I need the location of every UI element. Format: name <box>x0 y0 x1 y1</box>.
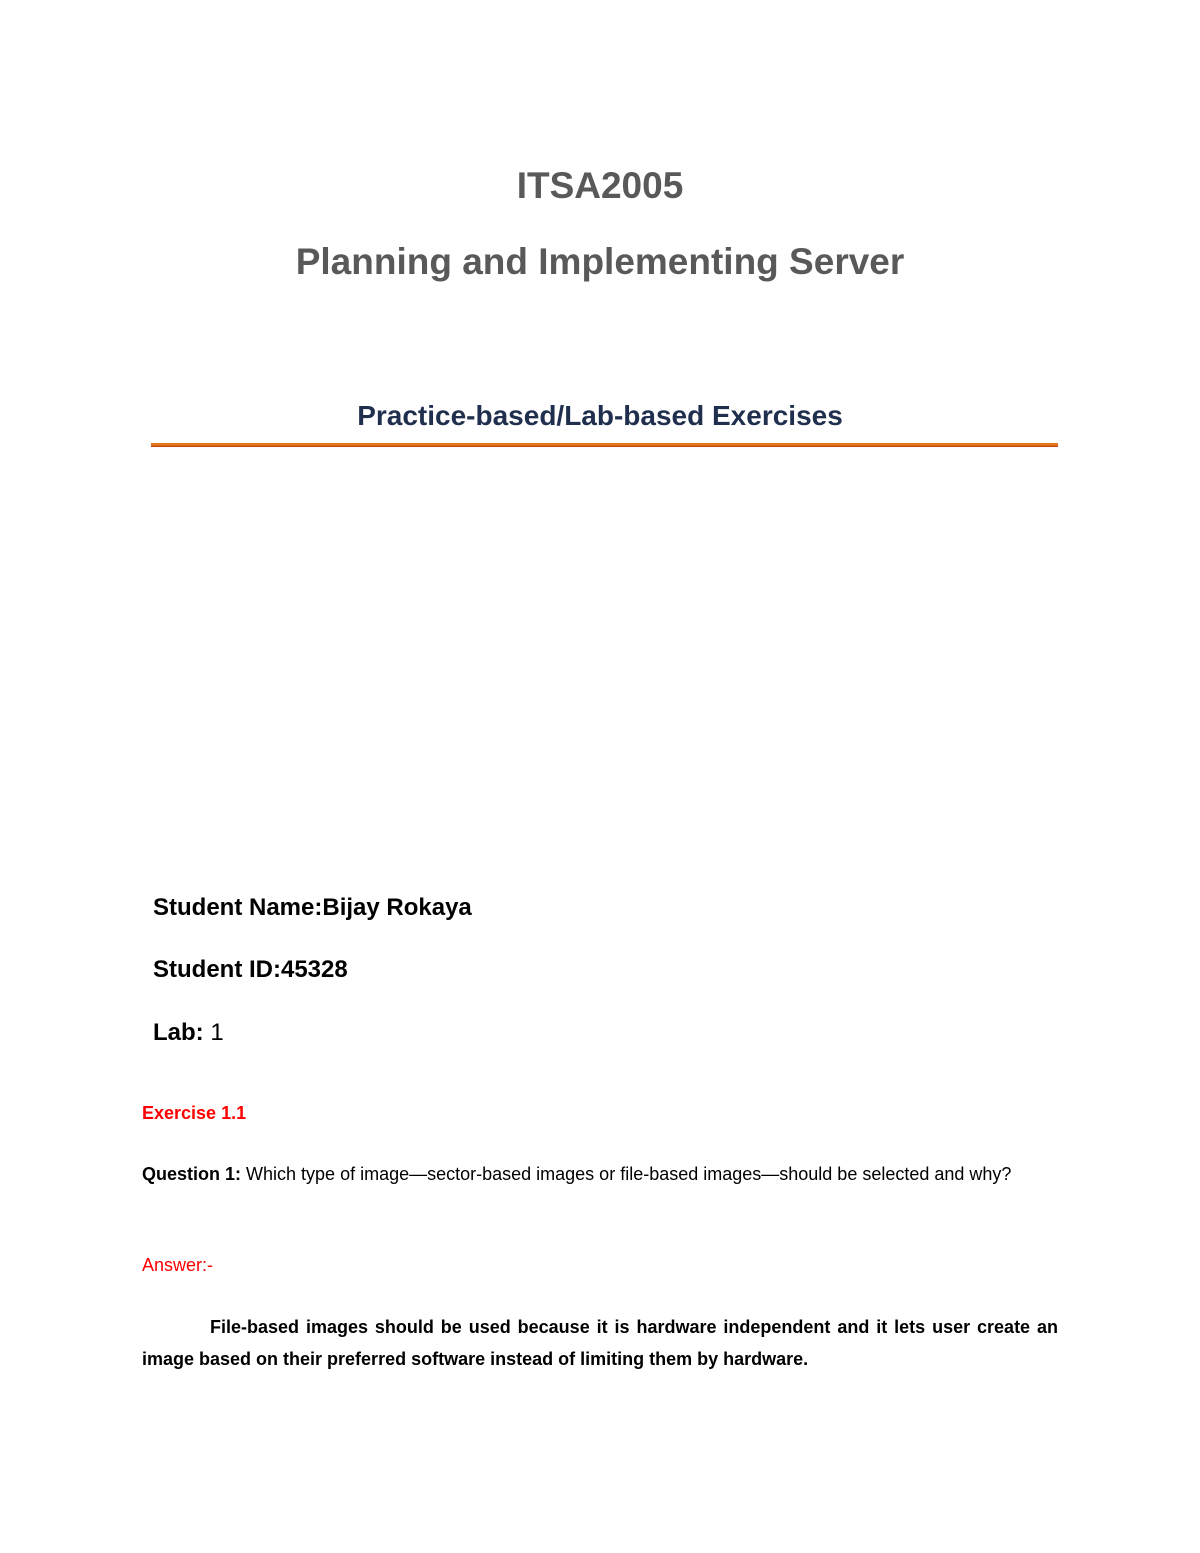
course-code: ITSA2005 <box>516 165 684 206</box>
student-id-value: 45328 <box>280 956 348 983</box>
student-id-line <box>153 954 348 986</box>
student-name-line <box>153 892 472 924</box>
question-label: Question 1: <box>142 1164 242 1184</box>
question-text: Which type of image—sector-based images or file-based images—should be selected and why? <box>246 1164 1012 1184</box>
student-name-label: Student Name: <box>153 894 323 921</box>
answer-label: Answer:- <box>142 1255 214 1275</box>
question-paragraph <box>142 1158 1058 1190</box>
student-name-value: Bijay Rokaya <box>322 894 472 921</box>
lab-label: Lab: <box>153 1019 204 1046</box>
course-title: Planning and Implementing Server <box>295 241 905 282</box>
student-id-label: Student ID: <box>153 956 281 983</box>
document-subtitle: Practice-based/Lab-based Exercises <box>357 400 843 431</box>
exercise-heading: Exercise 1.1 <box>142 1103 247 1123</box>
lab-value: 1 <box>210 1019 224 1046</box>
title-divider <box>151 443 1058 447</box>
lab-line <box>153 1017 224 1049</box>
answer-text: File-based images should be used because it is hardware independent and it lets user create an image based on their preferred software instead of limiting them by hardware. <box>142 1317 1058 1369</box>
